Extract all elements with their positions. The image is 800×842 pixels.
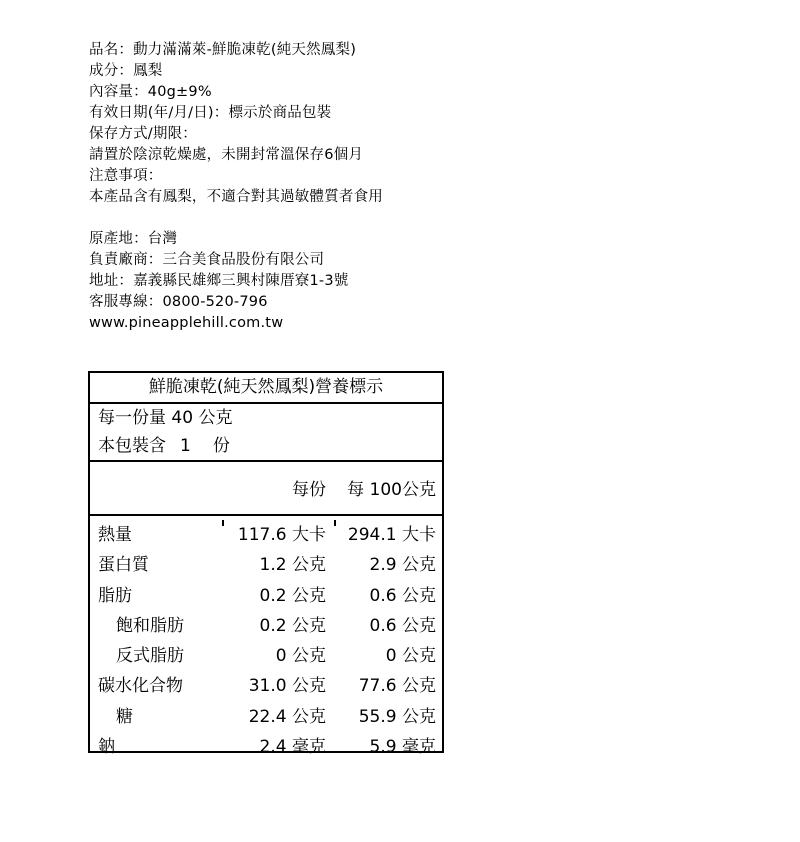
per-100g-header: 每 100公克 (347, 480, 436, 500)
notice-heading: 注意事項： (89, 168, 163, 184)
serving-size: 每一份量 40 公克 (98, 408, 233, 428)
per-100g-value: 2.9 公克 (369, 555, 436, 576)
storage-line: 請置於陰涼乾燥處，未開封常溫保存6個月 (89, 147, 364, 163)
per-serving-value: 0.2 公克 (259, 585, 326, 606)
package-count: 1 (180, 436, 191, 456)
product-info (89, 40, 383, 334)
nutrient-row (90, 671, 442, 701)
nutrient-label: 鈉 (98, 737, 115, 758)
package-unit: 份 (212, 436, 230, 456)
nutrient-label: 糖 (116, 706, 133, 727)
expiry-line: 有效日期(年/月/日)：標示於商品包裝 (89, 105, 332, 121)
servings-per-package (98, 432, 442, 460)
nutrition-facts-table (88, 371, 444, 758)
hotline-line: 客服專線：0800-520-796 (89, 294, 268, 310)
per-serving-value: 0.2 公克 (259, 615, 326, 636)
nutrient-row (90, 702, 442, 732)
nutrient-row (90, 611, 442, 641)
nutrient-row (90, 732, 442, 762)
net-content-line: 內容量：40g±9% (89, 84, 212, 100)
nutrient-row (90, 581, 442, 611)
origin-line: 原產地：台灣 (89, 231, 178, 247)
per-serving-value: 1.2 公克 (259, 555, 326, 576)
nutrient-rows (90, 520, 442, 762)
per-100g-value: 0.6 公克 (369, 585, 436, 606)
nutrition-title: 鮮脆凍乾(純天然鳳梨)營養標示 (90, 373, 442, 404)
blank-line (89, 208, 383, 229)
nutrient-label: 熱量 (98, 525, 132, 545)
product-name-line: 品名：動力滿滿萊-鮮脆凍乾(純天然鳳梨) (89, 42, 357, 58)
per-serving-value: 117.6 大卡 (237, 525, 326, 545)
per-serving-value: 31.0 公克 (248, 676, 326, 697)
per-serving-value: 2.4 毫克 (259, 737, 326, 758)
nutrient-row (90, 550, 442, 580)
column-header (90, 462, 442, 516)
manufacturer-line: 負責廠商：三合美食品股份有限公司 (89, 252, 325, 268)
per-100g-value: 5.9 毫克 (369, 737, 436, 758)
nutrient-row (90, 641, 442, 671)
nutrient-label: 飽和脂肪 (116, 615, 184, 636)
per-serving-value: 0 公克 (275, 646, 326, 667)
website-link[interactable]: www.pineapplehill.com.tw (89, 315, 284, 331)
nutrient-row (90, 520, 442, 550)
nutrient-label: 蛋白質 (98, 555, 149, 576)
per-100g-value: 55.9 公克 (358, 706, 436, 727)
storage-heading: 保存方式/期限： (89, 126, 197, 142)
per-100g-value: 294.1 大卡 (347, 525, 436, 545)
per-100g-value: 0.6 公克 (369, 615, 436, 636)
per-serving-value: 22.4 公克 (248, 706, 326, 727)
nutrient-label: 脂肪 (98, 585, 132, 606)
serving-info (90, 404, 442, 462)
nutrient-label: 反式脂肪 (116, 646, 184, 667)
per-100g-value: 77.6 公克 (358, 676, 436, 697)
package-label: 本包裝含 (98, 436, 166, 456)
ingredients-line: 成分：鳳梨 (89, 63, 163, 79)
per-100g-value: 0 公克 (385, 646, 436, 667)
nutrient-label: 碳水化合物 (98, 676, 183, 697)
address-line: 地址：嘉義縣民雄鄉三興村陳厝寮1-3號 (89, 273, 349, 289)
allergen-line: 本產品含有鳳梨，不適合對其過敏體質者食用 (89, 189, 383, 205)
per-serving-header: 每份 (292, 480, 326, 500)
